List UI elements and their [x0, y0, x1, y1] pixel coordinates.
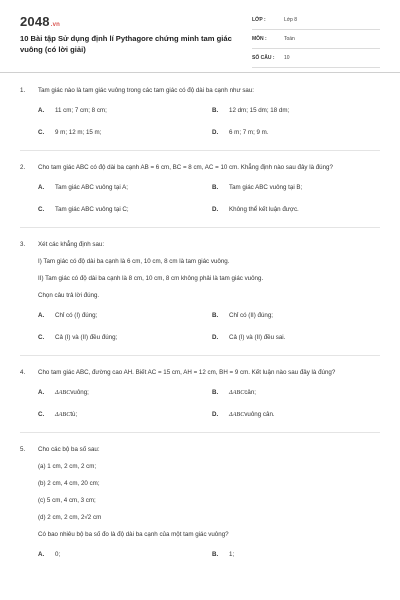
option-c[interactable]: C. Cả (I) và (II) đều đúng;	[38, 334, 118, 341]
option-d[interactable]: D. Cả (I) và (II) đều sai.	[212, 334, 286, 341]
option-b[interactable]: B. ΔABCcân;	[212, 389, 257, 396]
question-text: Cho tam giác ABC, đường cao AH. Biết AC = 15 cm, AH = 12 cm, BH = 9 cm. Kết luận nào sau đây là đúng?	[38, 369, 336, 376]
meta-label: SỐ CÂU :	[252, 55, 275, 61]
option-c[interactable]: C. Tam giác ABC vuông tại C;	[38, 206, 129, 213]
question-text: Xét các khẳng định sau:	[38, 241, 105, 248]
option-b[interactable]: B. 1;	[212, 551, 235, 558]
answer-options	[20, 388, 380, 420]
question-number: 2.	[20, 164, 26, 171]
meta-value: Toán	[284, 36, 295, 42]
meta-row-subject	[252, 33, 380, 49]
option-c[interactable]: C. 9 m; 12 m; 15 m;	[38, 129, 102, 136]
statement-line: Chọn câu trả lời đúng.	[38, 292, 100, 299]
answer-options	[20, 183, 380, 215]
question-text: Cho các bộ ba số sau:	[38, 446, 100, 453]
option-a[interactable]: A. ΔABCvuông;	[38, 389, 89, 396]
meta-label: LỚP :	[252, 17, 266, 23]
answer-options	[20, 106, 380, 138]
statement-line: (d) 2 cm, 2 cm, 2√2 cm	[38, 514, 102, 521]
meta-value: Lớp 8	[284, 17, 298, 23]
statement-line: (c) 5 cm, 4 cm, 3 cm;	[38, 497, 96, 504]
question-stem	[20, 163, 380, 173]
question-text: Cho tam giác ABC có độ dài ba cạnh AB = 6 cm, BC = 8 cm, AC = 10 cm. Khẳng định nào sau đây là đúng?	[38, 164, 333, 171]
option-a[interactable]: A. 0;	[38, 551, 61, 558]
meta-label: MÔN :	[252, 36, 267, 42]
answer-options	[20, 550, 380, 560]
question-text: Tam giác nào là tam giác vuông trong các tam giác có độ dài ba cạnh như sau:	[38, 87, 255, 94]
question-separator	[20, 150, 380, 151]
statement-line: I) Tam giác có độ dài ba cạnh là 6 cm, 10 cm, 8 cm là tam giác vuông.	[38, 258, 230, 265]
option-d[interactable]: D. 6 m; 7 m; 9 m.	[212, 129, 269, 136]
question-2	[20, 163, 380, 215]
question-number: 4.	[20, 369, 26, 376]
question-number: 1.	[20, 87, 26, 94]
option-a[interactable]: A. 11 cm; 7 cm; 8 cm;	[38, 107, 107, 114]
statement-line: (a) 1 cm, 2 cm, 2 cm;	[38, 463, 97, 470]
question-separator	[20, 432, 380, 433]
option-d[interactable]: D. Không thể kết luận được.	[212, 206, 299, 213]
site-logo[interactable]	[20, 14, 60, 29]
option-b[interactable]: B. Tam giác ABC vuông tại B;	[212, 184, 303, 191]
question-separator	[20, 355, 380, 356]
question-list	[0, 86, 400, 572]
meta-info	[252, 14, 380, 71]
question-stem	[20, 240, 380, 250]
meta-row-count	[252, 52, 380, 68]
question-1	[20, 86, 380, 138]
document-title: 10 Bài tập Sử dụng định lí Pythagore chứng minh tam giác vuông (có lời giải)	[20, 34, 232, 54]
option-a[interactable]: A. Tam giác ABC vuông tại A;	[38, 184, 128, 191]
statement-line: (b) 2 cm, 4 cm, 20 cm;	[38, 480, 100, 487]
page-header	[0, 0, 400, 70]
meta-value: 10	[284, 55, 290, 61]
option-b[interactable]: B. Chỉ có (II) đúng;	[212, 312, 274, 319]
question-stem	[20, 368, 380, 378]
question-number: 5.	[20, 446, 26, 453]
question-4	[20, 368, 380, 420]
meta-row-class	[252, 14, 380, 30]
question-3	[20, 240, 380, 343]
statement-line: II) Tam giác có độ dài ba cạnh là 8 cm, 10 cm, 8 cm không phải là tam giác vuông.	[38, 275, 264, 282]
option-d[interactable]: D. ΔABCvuông cân.	[212, 411, 275, 418]
logo-suffix: .vn	[50, 22, 61, 28]
logo-main: 2048	[20, 14, 50, 29]
answer-options	[20, 311, 380, 343]
header-divider	[0, 72, 400, 73]
option-a[interactable]: A. Chỉ có (I) đúng;	[38, 312, 98, 319]
option-c[interactable]: C. ΔABCtù;	[38, 411, 78, 418]
option-b[interactable]: B. 12 dm; 15 dm; 18 dm;	[212, 107, 290, 114]
question-5	[20, 445, 380, 560]
question-stem	[20, 445, 380, 455]
question-stem	[20, 86, 380, 96]
question-number: 3.	[20, 241, 26, 248]
question-separator	[20, 227, 380, 228]
statement-line: Có bao nhiêu bộ ba số đo là độ dài ba cạnh của một tam giác vuông?	[38, 531, 229, 538]
